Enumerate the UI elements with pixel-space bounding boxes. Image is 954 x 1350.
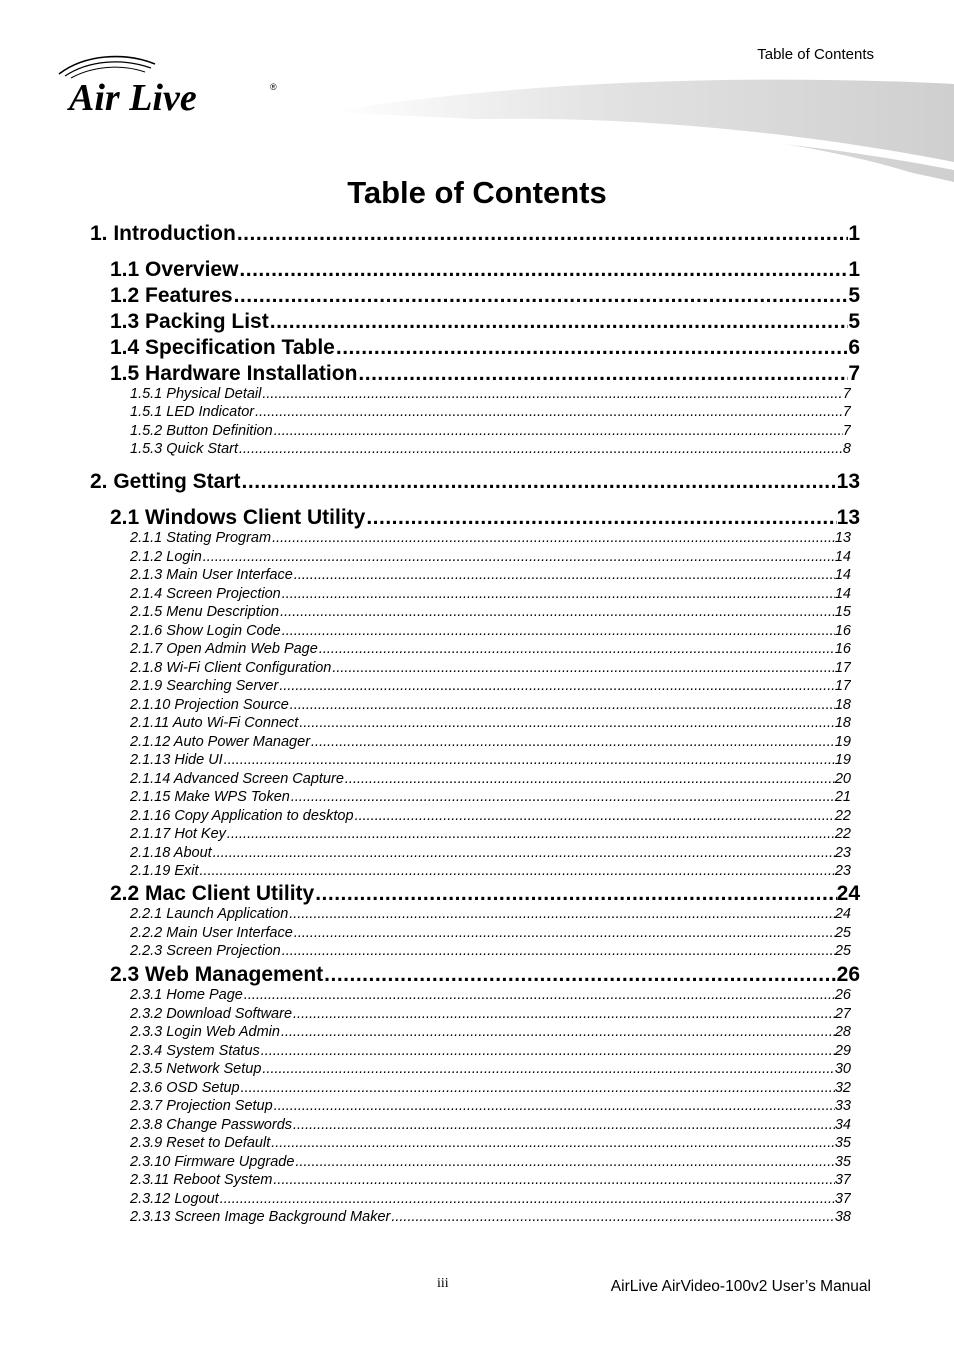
toc-entry-title: 2.3.3 Login Web Admin	[130, 1024, 280, 1040]
toc-leader-dots	[212, 845, 835, 861]
toc-entry-page: 24	[836, 882, 860, 905]
toc-leader-dots	[292, 1006, 835, 1022]
toc-entry[interactable]	[130, 441, 851, 457]
toc-leader-dots	[269, 310, 849, 334]
toc-leader-dots	[238, 258, 848, 282]
footer-page-number: iii	[437, 1276, 449, 1291]
toc-entry[interactable]	[130, 771, 851, 787]
toc-entry[interactable]	[130, 1135, 851, 1151]
toc-entry-page: 24	[834, 906, 851, 922]
toc-entry-page: 14	[834, 567, 851, 583]
toc-entry-page: 18	[834, 715, 851, 731]
toc-entry-page: 6	[848, 336, 860, 359]
toc-entry-title: 2.1.2 Login	[130, 549, 202, 565]
toc-leader-dots	[272, 1172, 834, 1188]
toc-entry[interactable]	[130, 715, 851, 731]
toc-entry[interactable]	[130, 586, 851, 602]
toc-leader-dots	[357, 362, 848, 386]
toc-leader-dots	[293, 925, 835, 941]
toc-entry-page: 17	[834, 678, 851, 694]
toc-entry[interactable]	[130, 1191, 851, 1207]
airlive-logo	[55, 52, 285, 122]
page-title: Table of Contents	[347, 175, 607, 210]
toc-entry-title: 2.1.4 Screen Projection	[130, 586, 281, 602]
toc-leader-dots	[292, 1117, 835, 1133]
toc-leader-dots	[226, 826, 835, 842]
toc-leader-dots	[294, 1154, 834, 1170]
toc-entry-title: 2.3.6 OSD Setup	[130, 1080, 240, 1096]
toc-entry-title: 2.3.8 Change Passwords	[130, 1117, 293, 1133]
toc-entry-title: 2.3.2 Download Software	[130, 1006, 293, 1022]
toc-entry[interactable]	[110, 336, 860, 360]
toc-entry[interactable]	[130, 1061, 851, 1077]
toc-leader-dots	[261, 386, 843, 402]
toc-leader-dots	[260, 1043, 835, 1059]
toc-entry-title: 2.3.12 Logout	[130, 1191, 219, 1207]
toc-leader-dots	[219, 1191, 835, 1207]
toc-entry-page: 16	[834, 641, 851, 657]
toc-entry[interactable]	[130, 678, 851, 694]
toc-leader-dots	[273, 1098, 835, 1114]
toc-leader-dots	[281, 943, 835, 959]
toc-entry[interactable]	[130, 404, 851, 420]
toc-leader-dots	[238, 441, 843, 457]
toc-leader-dots	[236, 222, 848, 246]
toc-entry-title: 2.2 Mac Client Utility	[110, 882, 315, 905]
toc-entry-page: 8	[842, 441, 851, 457]
toc-entry[interactable]	[90, 222, 860, 246]
toc-leader-dots	[278, 678, 835, 694]
toc-entry-title: 2.2.3 Screen Projection	[130, 943, 281, 959]
toc-entry-title: 2.3 Web Management	[110, 963, 324, 986]
toc-entry-page: 19	[834, 734, 851, 750]
toc-entry-title: 2.3.1 Home Page	[130, 987, 243, 1003]
toc-leader-dots	[240, 1080, 835, 1096]
toc-entry[interactable]	[110, 506, 860, 530]
toc-leader-dots	[331, 660, 835, 676]
toc-entry[interactable]	[130, 423, 851, 439]
toc-leader-dots	[271, 530, 835, 546]
toc-entry-page: 7	[842, 386, 851, 402]
toc-leader-dots	[310, 734, 835, 750]
toc-entry-page: 28	[834, 1024, 851, 1040]
toc-entry[interactable]	[130, 1154, 851, 1170]
toc-entry-page: 37	[834, 1172, 851, 1188]
toc-entry-page: 30	[834, 1061, 851, 1077]
toc-leader-dots	[335, 336, 848, 360]
toc-entry-page: 22	[834, 826, 851, 842]
svg-text:®: ®	[270, 82, 277, 92]
toc-leader-dots	[199, 863, 835, 879]
toc-entry-title: 1.5.2 Button Definition	[130, 423, 273, 439]
toc-leader-dots	[289, 697, 835, 713]
toc-entry[interactable]	[130, 826, 851, 842]
toc-entry-page: 1	[848, 258, 860, 281]
toc-leader-dots	[270, 1135, 835, 1151]
toc-entry[interactable]	[130, 1098, 851, 1114]
toc-leader-dots	[243, 987, 835, 1003]
toc-entry-title: 2.2.2 Main User Interface	[130, 925, 293, 941]
toc-entry-title: 1.1 Overview	[110, 258, 239, 281]
toc-entry-title: 2.3.9 Reset to Default	[130, 1135, 271, 1151]
toc-leader-dots	[290, 789, 835, 805]
toc-entry[interactable]	[110, 258, 860, 282]
toc-entry[interactable]	[130, 808, 851, 824]
toc-entry[interactable]	[130, 697, 851, 713]
toc-entry-title: 2.1.3 Main User Interface	[130, 567, 293, 583]
toc-entry-page: 34	[834, 1117, 851, 1133]
toc-leader-dots	[314, 882, 836, 906]
toc-entry-page: 33	[834, 1098, 851, 1114]
toc-leader-dots	[202, 549, 835, 565]
toc-leader-dots	[273, 423, 843, 439]
toc-entry-title: 2.1.15 Make WPS Token	[130, 789, 290, 805]
toc-entry[interactable]	[130, 906, 851, 922]
toc-entry-title: 2.1.1 Stating Program	[130, 530, 272, 546]
toc-entry-page: 18	[834, 697, 851, 713]
toc-entry[interactable]	[130, 1006, 851, 1022]
toc-entry-page: 35	[834, 1135, 851, 1151]
toc-entry-title: 1.4 Specification Table	[110, 336, 335, 359]
toc-entry-title: 2.1.18 About	[130, 845, 212, 861]
toc-entry[interactable]	[130, 925, 851, 941]
toc-entry-title: 2.1.17 Hot Key	[130, 826, 226, 842]
toc-leader-dots	[365, 506, 836, 530]
toc-entry[interactable]	[130, 1172, 851, 1188]
toc-leader-dots	[223, 752, 835, 768]
toc-entry[interactable]	[130, 1117, 851, 1133]
toc-leader-dots	[233, 284, 849, 308]
toc-entry-page: 38	[834, 1209, 851, 1225]
toc-leader-dots	[254, 404, 843, 420]
toc-leader-dots	[354, 808, 835, 824]
toc-entry-title: 2.3.7 Projection Setup	[130, 1098, 273, 1114]
toc-leader-dots	[281, 586, 835, 602]
toc-entry-page: 19	[834, 752, 851, 768]
toc-entry[interactable]	[110, 882, 860, 906]
toc-entry-title: 2.1.8 Wi-Fi Client Configuration	[130, 660, 332, 676]
toc-leader-dots	[261, 1061, 834, 1077]
toc-entry[interactable]	[130, 641, 851, 657]
toc-leader-dots	[298, 715, 835, 731]
toc-entry[interactable]	[110, 284, 860, 308]
toc-entry-title: 2.3.11 Reboot System	[130, 1172, 273, 1188]
toc-entry-page: 35	[834, 1154, 851, 1170]
toc-entry-page: 25	[834, 925, 851, 941]
toc-entry-title: 2.1.19 Exit	[130, 863, 199, 879]
logo-text: Air Live	[69, 77, 197, 119]
toc-entry-title: 1.5.3 Quick Start	[130, 441, 238, 457]
toc-entry-title: 1.5 Hardware Installation	[110, 362, 358, 385]
toc-entry-title: 2.1.13 Hide UI	[130, 752, 223, 768]
toc-entry-title: 1.3 Packing List	[110, 310, 269, 333]
page-header-section: Table of Contents	[757, 46, 874, 63]
toc-entry-page: 5	[848, 310, 860, 333]
toc-entry-title: 2.2.1 Launch Application	[130, 906, 289, 922]
toc-entry[interactable]	[130, 863, 851, 879]
toc-entry-page: 13	[836, 506, 860, 529]
toc-entry-title: 1.2 Features	[110, 284, 233, 307]
toc-entry-title: 2. Getting Start	[90, 470, 241, 493]
toc-leader-dots	[281, 623, 835, 639]
toc-entry[interactable]	[130, 386, 851, 402]
toc-entry-page: 7	[842, 404, 851, 420]
toc-entry-page: 26	[834, 987, 851, 1003]
toc-entry-title: 2.1.9 Searching Server	[130, 678, 279, 694]
toc-leader-dots	[323, 963, 836, 987]
toc-entry-page: 25	[834, 943, 851, 959]
toc-entry[interactable]	[130, 734, 851, 750]
toc-entry[interactable]	[90, 470, 860, 494]
toc-entry-page: 23	[834, 863, 851, 879]
toc-entry-page: 13	[836, 470, 860, 493]
toc-entry[interactable]	[110, 963, 860, 987]
toc-entry-page: 22	[834, 808, 851, 824]
toc-entry-page: 7	[848, 362, 860, 385]
toc-entry-title: 2.1.6 Show Login Code	[130, 623, 281, 639]
toc-entry-title: 2.1.11 Auto Wi-Fi Connect	[130, 715, 299, 731]
toc-entry[interactable]	[110, 310, 860, 334]
toc-leader-dots	[288, 906, 835, 922]
toc-entry-page: 32	[834, 1080, 851, 1096]
toc-entry[interactable]	[130, 943, 851, 959]
toc-entry[interactable]	[130, 845, 851, 861]
toc-entry-title: 1.5.1 Physical Detail	[130, 386, 262, 402]
toc-entry-title: 2.1.12 Auto Power Manager	[130, 734, 311, 750]
toc-entry-page: 5	[848, 284, 860, 307]
toc-entry[interactable]	[130, 1043, 851, 1059]
toc-entry[interactable]	[130, 987, 851, 1003]
toc-entry[interactable]	[130, 1080, 851, 1096]
toc-entry-page: 37	[834, 1191, 851, 1207]
toc-entry-page: 26	[836, 963, 860, 986]
toc-entry-page: 23	[834, 845, 851, 861]
toc-entry[interactable]	[130, 623, 851, 639]
toc-entry[interactable]	[130, 1024, 851, 1040]
toc-leader-dots	[318, 641, 835, 657]
toc-entry[interactable]	[130, 789, 851, 805]
toc-entry-title: 2.3.10 Firmware Upgrade	[130, 1154, 295, 1170]
toc-entry-page: 29	[834, 1043, 851, 1059]
toc-entry-page: 14	[834, 586, 851, 602]
toc-entry-title: 2.1.10 Projection Source	[130, 697, 289, 713]
toc-entry-title: 2.1.7 Open Admin Web Page	[130, 641, 318, 657]
toc-entry[interactable]	[130, 567, 851, 583]
toc-entry-title: 1.5.1 LED Indicator	[130, 404, 255, 420]
toc-leader-dots	[280, 1024, 835, 1040]
toc-leader-dots	[279, 604, 835, 620]
toc-entry-title: 2.1.14 Advanced Screen Capture	[130, 771, 344, 787]
toc-entry-page: 13	[834, 530, 851, 546]
toc-leader-dots	[241, 470, 837, 494]
toc-entry[interactable]	[130, 1209, 851, 1225]
toc-entry-title: 2.3.13 Screen Image Background Maker	[130, 1209, 391, 1225]
toc-leader-dots	[293, 567, 835, 583]
toc-entry[interactable]	[130, 752, 851, 768]
toc-entry[interactable]	[110, 362, 860, 386]
toc-entry-title: 2.3.4 System Status	[130, 1043, 260, 1059]
toc-entry-title: 2.1.16 Copy Application to desktop	[130, 808, 354, 824]
toc-entry-page: 21	[834, 789, 851, 805]
toc-entry-title: 2.3.5 Network Setup	[130, 1061, 262, 1077]
toc-entry-page: 15	[834, 604, 851, 620]
toc-entry[interactable]	[130, 549, 851, 565]
toc-entry-page: 27	[834, 1006, 851, 1022]
toc-entry-page: 20	[834, 771, 851, 787]
toc-entry[interactable]	[130, 660, 851, 676]
toc-entry-page: 7	[842, 423, 851, 439]
toc-entry-page: 17	[834, 660, 851, 676]
toc-entry[interactable]	[130, 530, 851, 546]
toc-entry-page: 14	[834, 549, 851, 565]
toc-entry-title: 2.1.5 Menu Description	[130, 604, 280, 620]
toc-entry-title: 1. Introduction	[90, 222, 236, 245]
toc-leader-dots	[390, 1209, 835, 1225]
toc-entry-page: 16	[834, 623, 851, 639]
toc-entry-title: 2.1 Windows Client Utility	[110, 506, 366, 529]
footer-manual-name: AirLive AirVideo-100v2 User’s Manual	[610, 1278, 871, 1295]
toc-leader-dots	[344, 771, 835, 787]
toc-entry-page: 1	[848, 222, 860, 245]
toc-entry[interactable]	[130, 604, 851, 620]
